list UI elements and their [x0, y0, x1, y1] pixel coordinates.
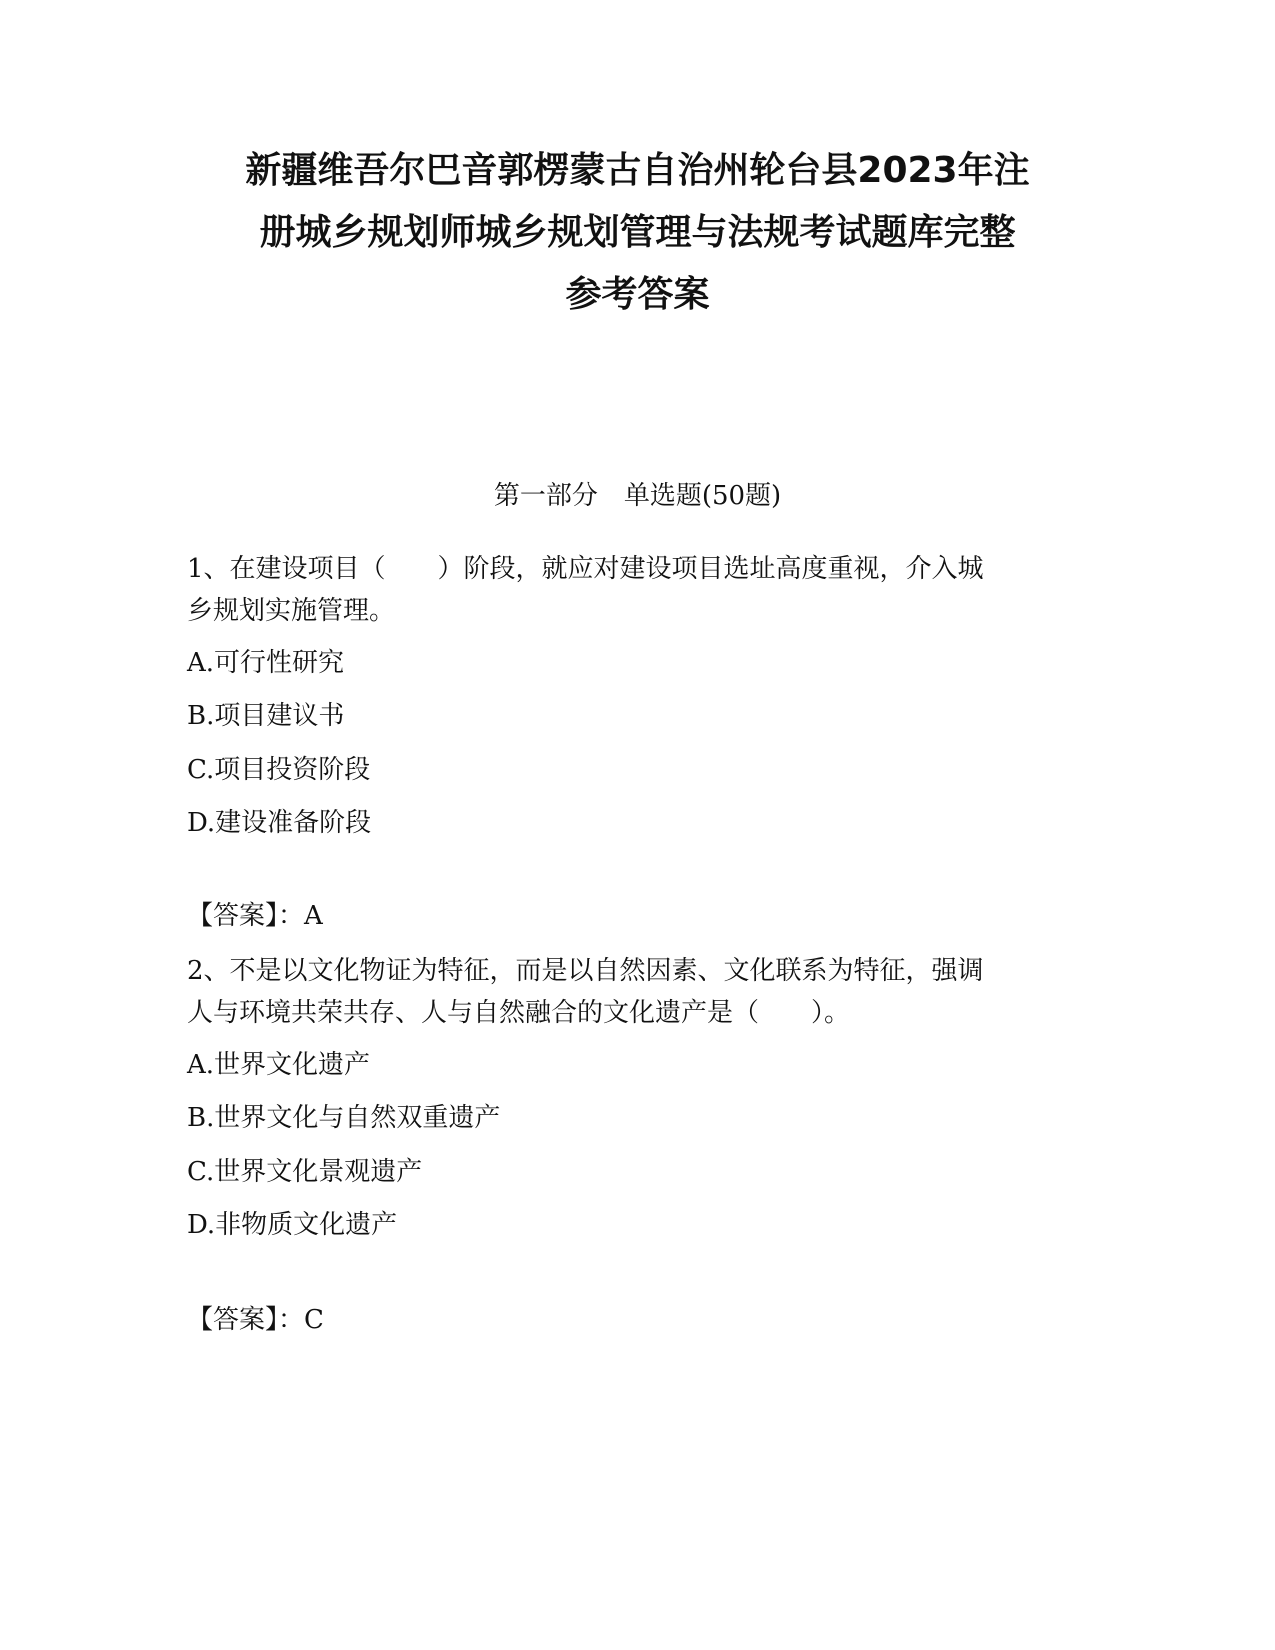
title-line: 新疆维吾尔巴音郭楞蒙古自治州轮台县2023年注 [245, 150, 1030, 191]
option-a: A.世界文化遗产 [187, 1050, 371, 1080]
question-stem-line: 1、在建设项目（ ）阶段，就应对建设项目选址高度重视，介入城 [187, 554, 984, 584]
option-a: A.可行性研究 [187, 648, 345, 678]
option-b: B.项目建议书 [187, 701, 345, 731]
option-d: D.建设准备阶段 [187, 808, 372, 838]
answer-line: 【答案】：A [187, 901, 323, 931]
answer-line: 【答案】：C [187, 1305, 324, 1335]
document-title [150, 140, 1125, 326]
option-d: D.非物质文化遗产 [187, 1210, 398, 1240]
option-b: B.世界文化与自然双重遗产 [187, 1103, 501, 1133]
question-stem [187, 548, 1087, 632]
option-c: C.世界文化景观遗产 [187, 1157, 423, 1187]
question-stem-line: 乡规划实施管理。 [187, 596, 396, 626]
section-heading: 第一部分 单选题(50题) [493, 481, 782, 511]
option-c: C.项目投资阶段 [187, 755, 371, 785]
question-stem-line: 2、不是以文化物证为特征，而是以自然因素、文化联系为特征，强调 [187, 956, 984, 986]
question-stem-line: 人与环境共荣共存、人与自然融合的文化遗产是（ ）。 [187, 998, 851, 1028]
question-stem [187, 950, 1087, 1034]
title-line: 参考答案 [565, 274, 710, 315]
title-line: 册城乡规划师城乡规划管理与法规考试题库完整 [259, 212, 1016, 253]
